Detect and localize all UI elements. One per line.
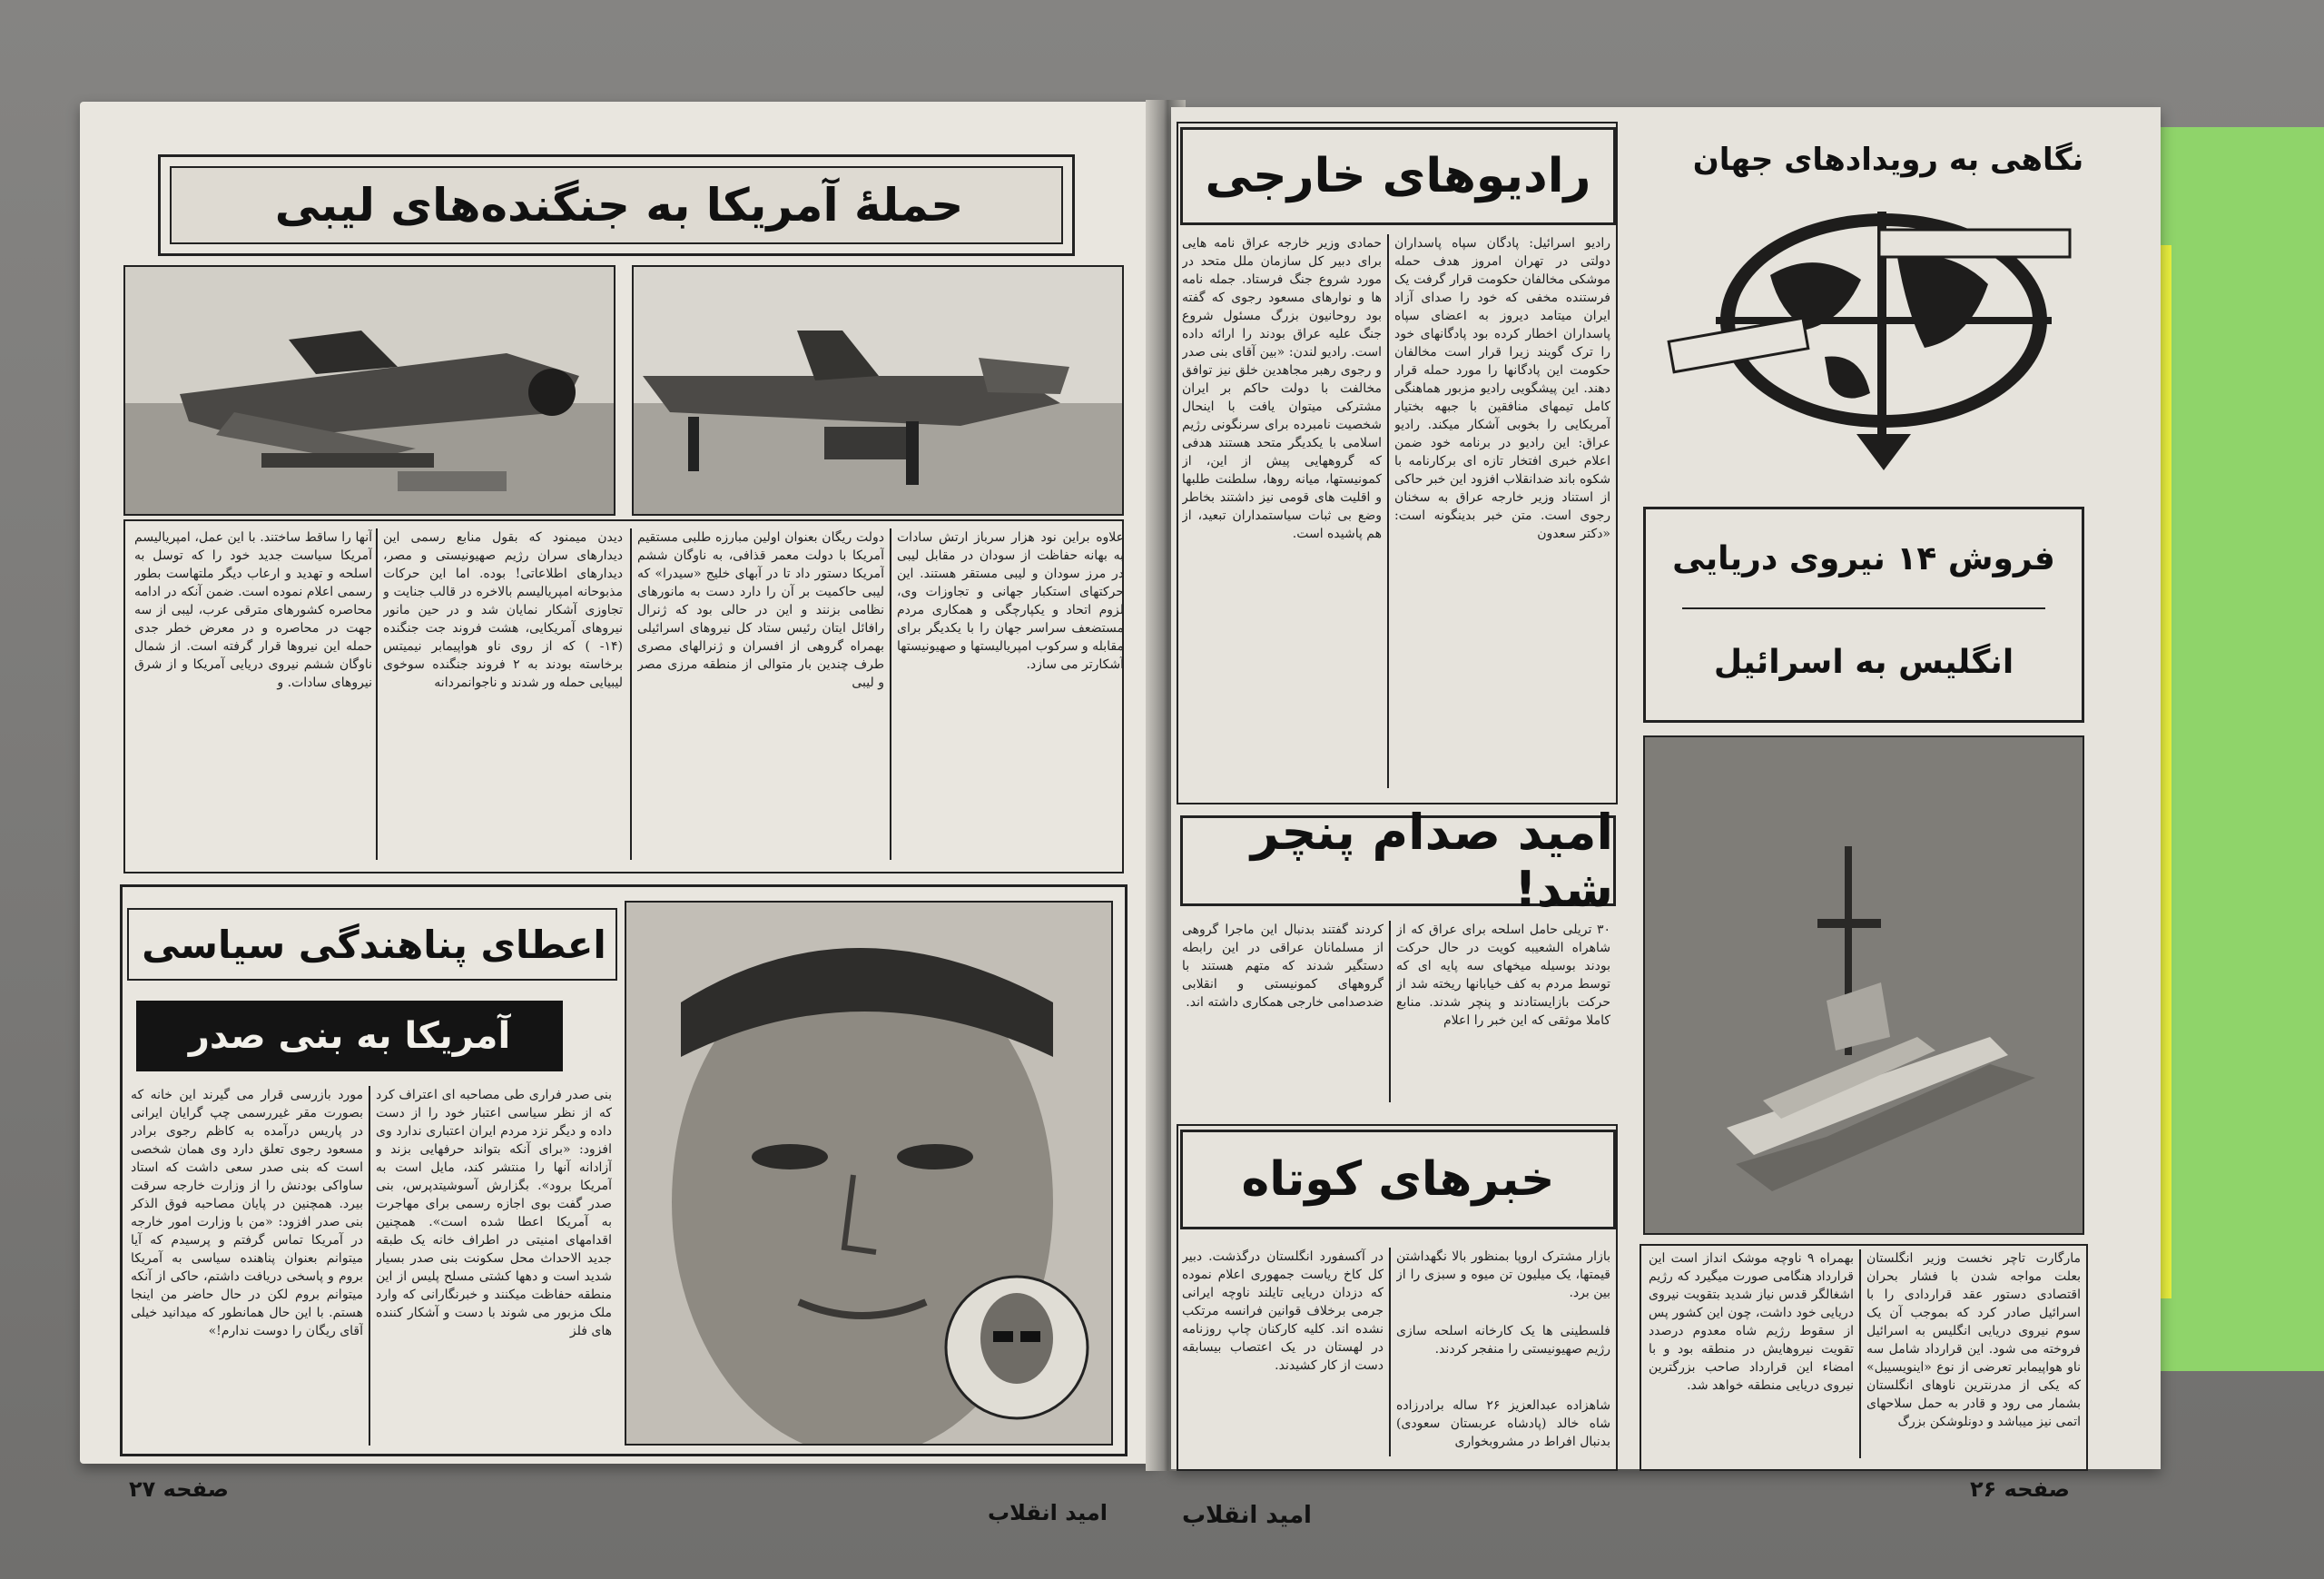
headline-asylum: اعطای پناهندگی سیاسی (142, 922, 606, 967)
photo-fighter-jet-left (123, 265, 615, 516)
ships-text-left-col: بهمراه ۹ ناوچه موشک انداز است این قرارداد هنگامی صورت میگیرد که رژیم اشغالگر قدس نیاز شدید بتقویت نیروی دریایی خود داشت، چون این کشور پس از سقوط رژیم شاه معدوم درصدد تقویت نیروهایش در منطقه بود و با امضاء این قرارداد صاحب بزرگترین نیروی دریایی منطقه خواهد شد. (1649, 1251, 1854, 1393)
saddam-headline-box (1180, 804, 1616, 918)
left-page (80, 102, 1158, 1525)
short-news-left-col: در آکسفورد انگلستان درگذشت. دبیر کل کاخ ریاست جمهوری اعلام نموده که دزدان دریایی تایلند ناوچه ایرانی جرمی برخلاف قوانین فرانسه مرتکب نشده اند. کلیه کارکنان چاپ روزنامه در لهستان در یک اعتصاب بیسابقه دست از کار کشیدند. (1182, 1249, 1384, 1373)
reagan-portrait-graphic (626, 903, 1111, 1444)
headline-world-events: نگاهی به رویدادهای جهان (1692, 142, 2084, 178)
saddam-text-right-col: ۳۰ تریلی حامل اسلحه برای عراق که از شاهراه الشعیبه کویت در حال حرکت بودند بوسیله میخهای سه پایه ای که توسط مردم به کف خیابانها ریخته شد از حرکت بازایستادند و پنچر شدند. منابع کاملا موثقی که این خبر را اعلام (1396, 923, 1610, 1028)
ships-text-right-col: مارگارت تاچر نخست وزیر انگلستان بعلت مواجه شدن با فشار بحران اقتصادی دستور عقد قراردادی را با اسرائیل صادر کرد که بموجب آن یک سوم نیروی دریایی انگلیس به اسرائیل فروخته می شود. این قرارداد شامل سه ناو هواپیمابر تعرضی از نوع «اینویسیبل» که یکی از مدرنترین ناوهای انگلستان بشمار می رود و قادر به حمل سلاحهای اتمی نیز میباشد و دونلوشکن بزرگ (1866, 1251, 2081, 1429)
headline-banisadr: آمریکا به بنی صدر (188, 1015, 511, 1057)
globe-logo (1643, 193, 2115, 493)
left-magazine-name: امید انقلاب (988, 1500, 1108, 1525)
photo-reagan-portrait (625, 901, 1113, 1446)
short-news-item: فلسطینی ها یک کارخانه اسلحه سازی رژیم صهیونیستی را منفجر کردند. (1396, 1324, 1610, 1357)
globe-icon (1643, 193, 2115, 493)
headline-ships-line1: فروش ۱۴ نیروی دریایی (1672, 539, 2055, 577)
column-rule (1389, 921, 1391, 1102)
column-rule (369, 1086, 370, 1446)
right-page (1171, 107, 2161, 1529)
fighter-jet-right-graphic (634, 267, 1122, 514)
fighter-jet-left-graphic (125, 267, 614, 514)
warship-graphic (1645, 737, 2083, 1233)
ships-headline-box (1643, 507, 2084, 723)
saddam-text-left-col: کردند گفتند بدنبال این ماجرا گروهی از مسلمانان عراقی در این رابطه دستگیر شدند که متهم هستند با گروههای کمونیستی و انقلابی ضدصدامی خارجی همکاری داشته اند. (1182, 923, 1384, 1010)
banisadr-headline-box (136, 1001, 563, 1071)
libya-text-col1: دولت ریگان بعنوان اولین مبارزه طلبی مستقیم آمریکا با دولت معمر قذافی، به ناوگان ششم آمریکا دستور داد تا در آبهای خلیج «سیدرا» که لیبی حاکمیت بر آن را دارد دست به مانورهای نظامی بزنند و این در حالی بود که ژنرال رافائل ایتان رئیس ستاد کل نیروهای اسرائیلی بهمراه گروهی از افسران و ژنرالهای مصری طرف چندین بار متوالی از منطقه مرزی مصر و لیبی (637, 530, 884, 690)
right-magazine-name: امید انقلاب (1182, 1502, 1312, 1529)
libya-headline-box (158, 154, 1075, 256)
radio-article-frame (1177, 122, 1618, 804)
photo-fighter-jet-right (632, 265, 1124, 516)
right-page-number: صفحه ۲۶ (1970, 1476, 2070, 1502)
asylum-headline-box (127, 908, 617, 981)
radio-text-left-col: حمادی وزیر خارجه عراق نامه هایی برای دبیر کل سازمان ملل متحد در مورد شروع جنگ فرستاد. جمله نامه ها و نوارهای مسعود رجوی که گفته بود روحانیون بزرگ مسئول شروع جنگ علیه عراق بودند را ارائه داده است. رادیو لندن: «بین آقای بنی صدر و رجوی رهبر مجاهدین خلق نیز توافق مخالفت با دولت حاکم بر ایران مشترکی میتوان یافت با اینحال شخصیت نامبرده برای سرنگونی رژیم اسلامی با یکدیگر متحد هستند هدفی که گروههایی پیش از این، از کمونیستها، میانه روها، سلطنت طلبها و اقلیت های قومی نیز داشتند بخاطر وضع بی ثبات سیاستمداران تبعید، از هم پاشیده است. (1182, 236, 1382, 541)
ships-article-frame (1640, 1244, 2088, 1471)
short-news-item: بازار مشترک اروپا بمنظور بالا نگهداشتن قیمتها، یک میلیون تن میوه و سبزی را از بین برد. (1396, 1249, 1610, 1300)
headline-short-news: خبرهای کوتاه (1241, 1152, 1555, 1207)
photo-warship (1643, 735, 2084, 1235)
headline-libya: حملهٔ آمریکا به جنگنده‌های لیبی (274, 179, 964, 232)
short-news-frame (1177, 1124, 1618, 1471)
headline-ships-line2: انگلیس به اسرائیل (1713, 643, 2014, 681)
headline-saddam: امید صدام پنچر شد! (1250, 804, 1613, 918)
libya-text-col3: آنها را ساقط ساختند. با این عمل، امپریالیسم آمریکا سیاست جدید خود را که توسل به اسلحه و تهدید و ارعاب دیگر ملتهاست بطور رسمی اعلام نموده است. ضمن آنکه در ادامه محاصره کشورهای مترقی عرب، لیبی از سه جهت در محاصره و در معرض خطر جدی حمله این نیروها قرار گرفته است. از شمال ناوگان ششم نیروی دریایی آمریکا و از شرق نیروهای سادات. و (134, 530, 372, 690)
libya-text-col2: دیدن میمنود که بقول منابع رسمی این دیدارهای سران رژیم صهیونیستی و مصر، دیدارهای اطلاعاتی! بوده. اما این حرکات مذبوحانه امپریالیسم بالاخره در قالب جنایت و تجاوزی آشکار نمایان شد و در حین مانور نیروهای آمریکایی، هشت فروند جت جنگنده (۱۴- ) که از روی ناو هواپیمابر نیمیتس برخاسته بودند به ۲ فروند جنگنده سوخوی لیبیایی حمله ور شدند و ناجوانمردانه (383, 530, 623, 690)
asylum-text-col2: مورد بازرسی قرار می گیرند این خانه که بصورت مقر غیررسمی چپ گرایان ایرانی در پاریس درآمده به کاظم رجوی برادر مسعود رجوی تعلق دارد وی همان شخصی است که بنی صدر سعی داشت که استاد ساواکی بودنش را از وزارت خارجه سرقت بیرد. همچنین در پایان مصاحبه فوق الذکر بنی صدر افزود: «من با وزارت امور خارجه در آمریکا تماس گرفتم و پرسیدم که آیا میتوانم بعنوان پناهنده سیاسی به آمریکا بروم و پاسخی دریافت داشتم، حاکی از آنکه میتوانم بروم لکن در حال حاضر من اینجا هستم. با این حال همانطور که میدانید خیلی آقای ریگان را دوست ندارم!» (131, 1088, 363, 1338)
headline-radio: رادیوهای خارجی (1205, 149, 1591, 203)
left-page-number: صفحه ۲۷ (129, 1476, 229, 1502)
radio-text-right-col: رادیو اسرائیل: پادگان سپاه پاسداران دولتی در تهران امروز هدف حمله موشکی مخالفان حکومت قرار گرفت یک فرستنده مخفی که خود را صدای آزاد ایران میتامد دیروز به اعضای سپاه پاسداران اخطار کرده بود پادگانهای خود را ترک گویند زیرا قرار است مخالفان حکومت این پادگانها را مورد حمله قرار دهند. این پیشگویی رادیو مزبور هماهنگی کامل تیمهای منافقین با جبهه بختیار آمریکایی را بخوبی آشکار میکند. رادیو عراق: این رادیو در برنامه خود ضمن اعلام خبری افتخار تازه ای برکارنامه با شکوه باند ضدانقلاب افزود این خبر حاکی از استناد وزیر خارجه عراق به سخنان رجوی است. متن خبر بدینگونه است: «دکتر سعدون (1394, 236, 1610, 541)
short-news-item: شاهزاده عبدالعزیز ۲۶ ساله برادرزاده شاه خالد (پادشاه عربستان سعودی) بدنبال افراط در مشروبخواری (1396, 1398, 1610, 1449)
libya-article-frame (123, 519, 1124, 873)
headline-divider (1682, 607, 2045, 609)
libya-text-col4: علاوه براین نود هزار سرباز ارتش سادات به بهانه حفاظت از سودان در مقابل لیبی در مرز سودان و لیبی مستقر هستند. این حرکتهای استکبار جهانی و تجاوزات وی، لزوم اتحاد و یکپارچگی و همکاری مردم مستضعف سراسر جهان را با یکدیگر برای مقابله و سرکوب امپریالیستها و صهیونیستها آشکارتر می سازد. (897, 530, 1124, 672)
asylum-text-col1: بنی صدر فراری طی مصاحبه ای اعتراف کرد که از نظر سیاسی اعتبار خود را از دست داده و دیگر نزد مردم ایران اعتباری ندارد وی افزود: «برای آنکه بتواند حرفهایی بزند و آزادانه آنها را منتشر کند، مایل است به آمریکا برود». بگزارش آسوشیتدپرس، بنی صدر گفت بوی اجازه رسمی برای مهاجرت به آمریکا اعطا شده است». همچنین اقدامهای امنیتی در اطراف خانه یک طبقه جدید الاحداث محل سکونت بنی صدر بسیار شدید است و دهها کشتی مسلح پلیس از این منطقه حفاظت میکنند و خبرنگارانی که وارد ملک مزبور می شوند با دست و آشکار کننده های فلز (376, 1088, 612, 1338)
